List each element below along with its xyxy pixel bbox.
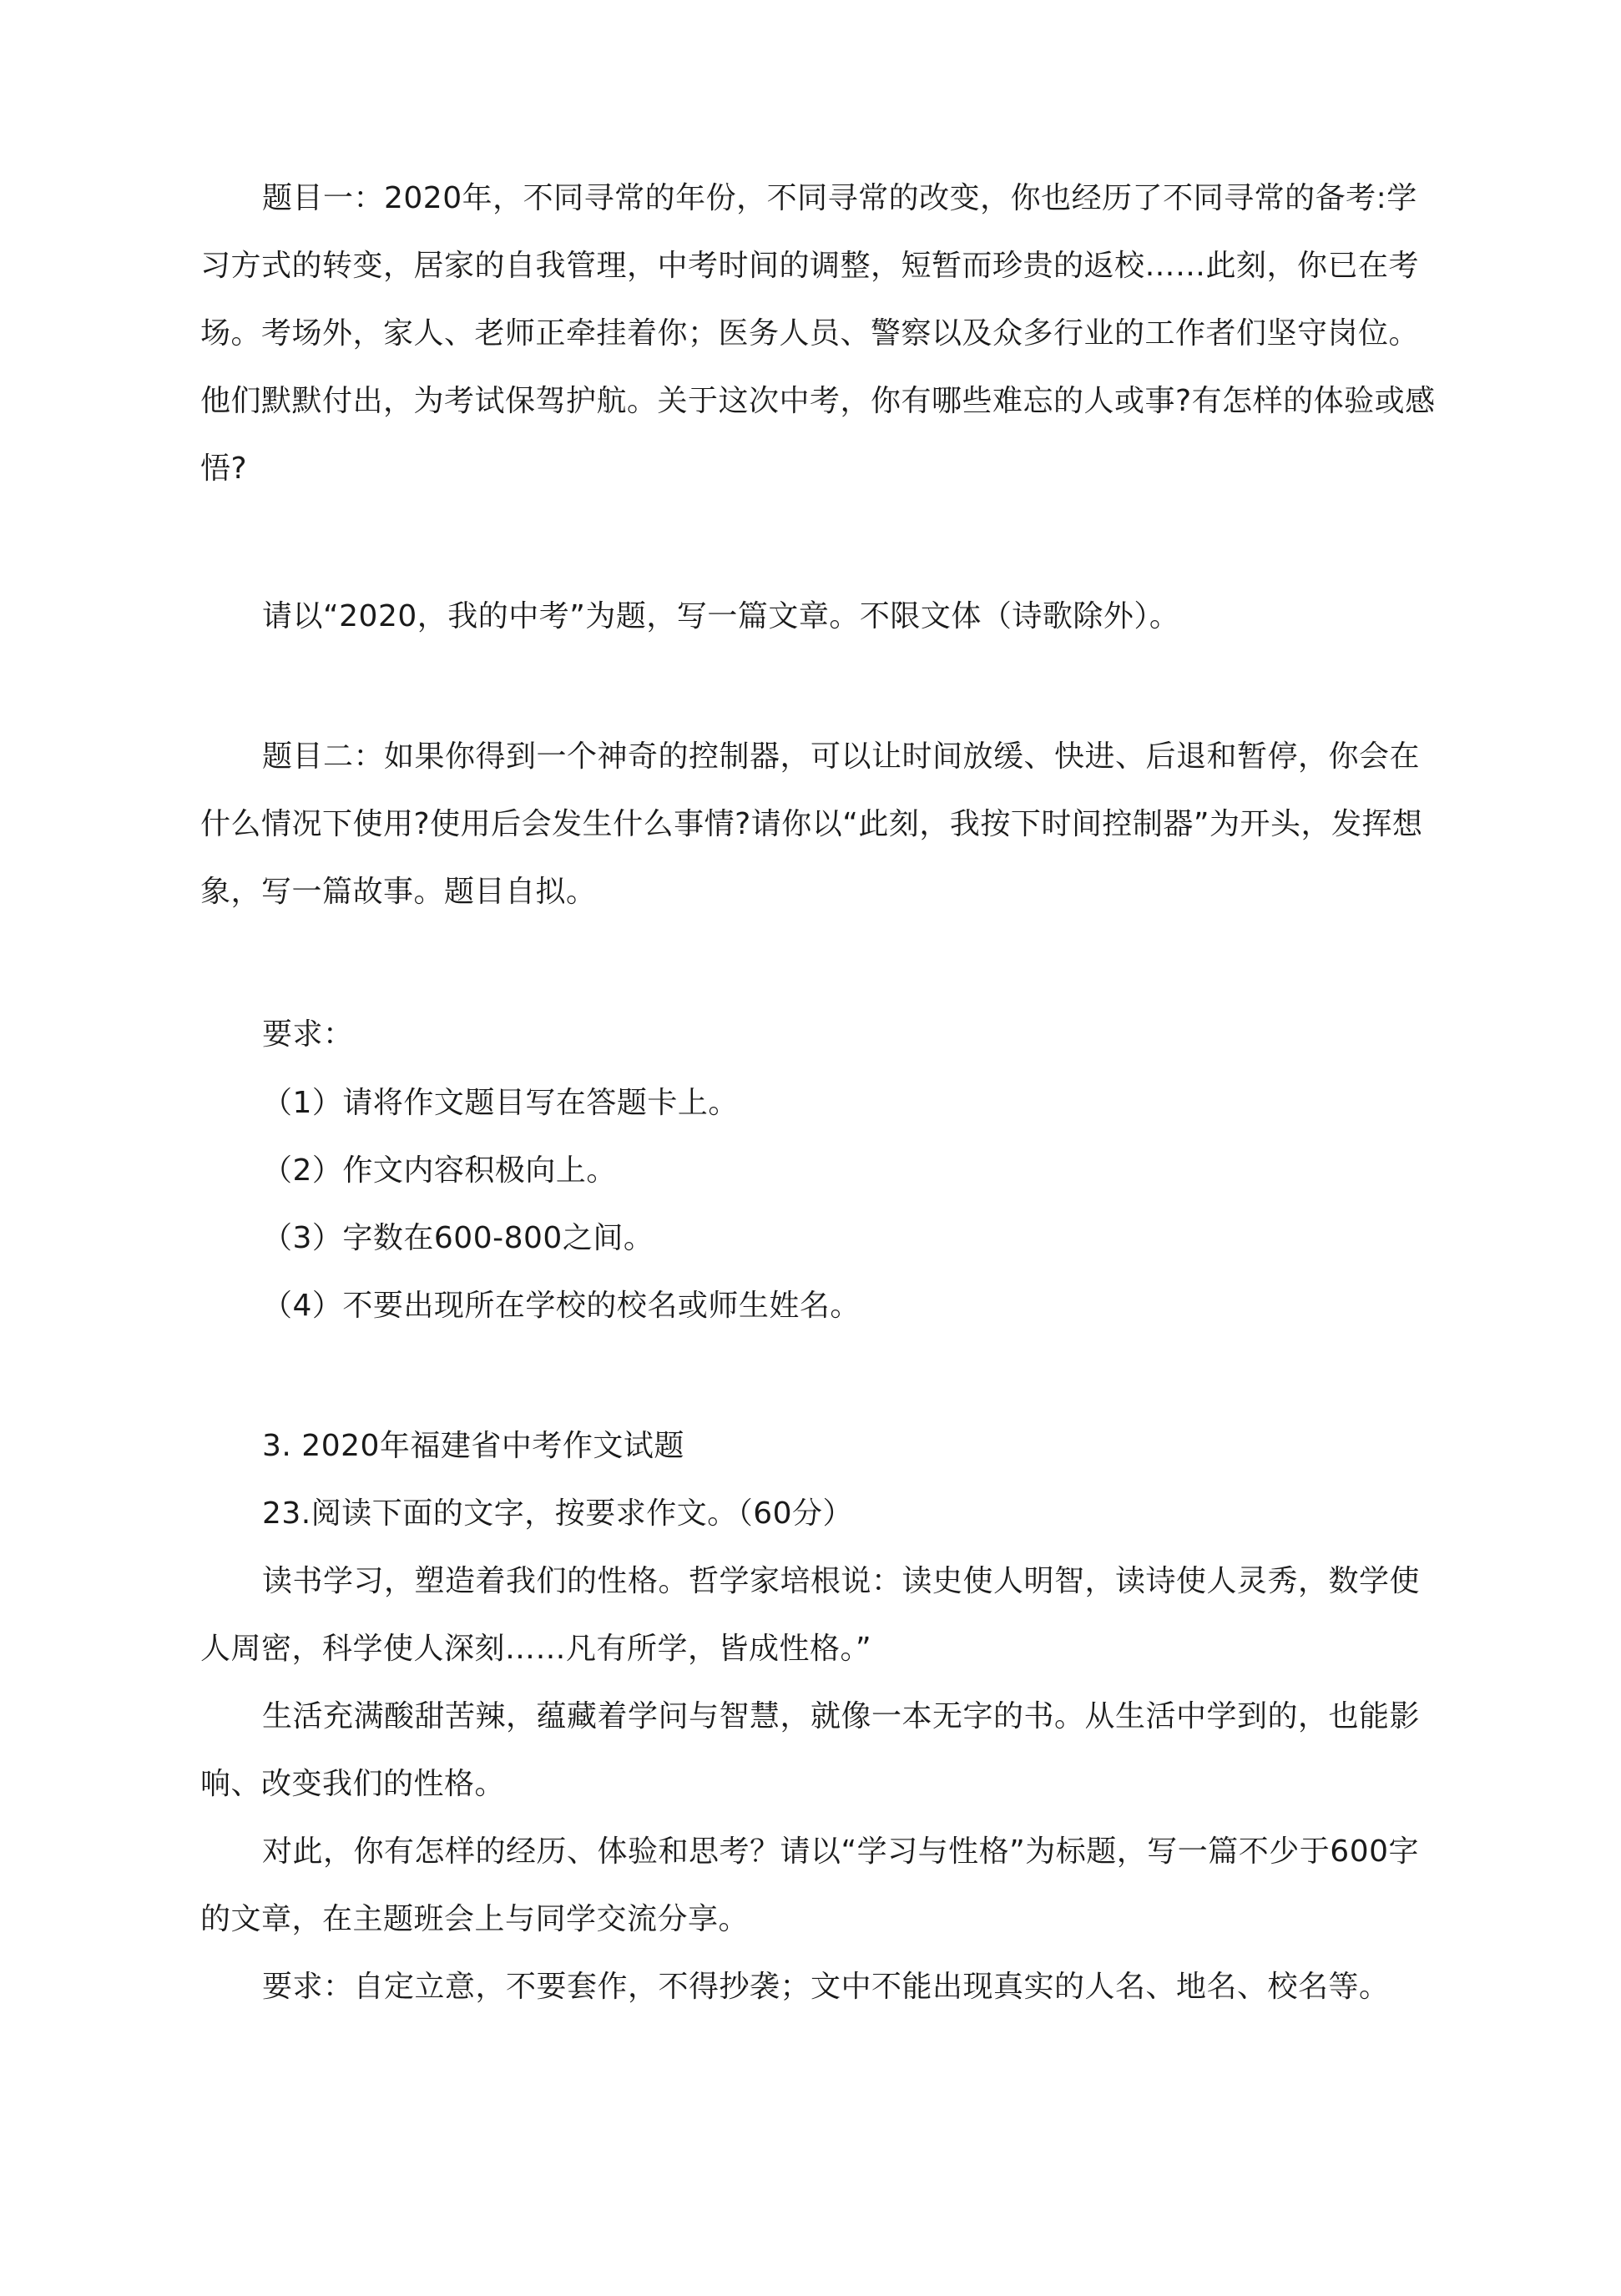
fujian-paragraph-2: 生活充满酸甜苦辣，蕴藏着学问与智慧，就像一本无字的书。从生活中学到的，也能影响、改变我们的性格。 <box>200 1699 1421 1801</box>
question-heading: 23.阅读下面的文字，按要求作文。（60分） <box>262 1496 854 1531</box>
fujian-paragraph-3: 对此，你有怎样的经历、体验和思考？请以“学习与性格”为标题，写一篇不少于600字的文章，在主题班会上与同学交流分享。 <box>200 1834 1420 1936</box>
fujian-paragraph-1: 读书学习，塑造着我们的性格。哲学家培根说：读史使人明智，读诗使人灵秀，数学使人周密，科学使人深刻……凡有所学，皆成性格。” <box>200 1564 1421 1666</box>
section-title: 3. 2020年福建省中考作文试题 <box>262 1429 684 1463</box>
topic2-prompt: 题目二：如果你得到一个神奇的控制器，可以让时间放缓、快进、后退和暂停，你会在什么情况下使用?使用后会发生什么事情?请你以“此刻，我按下时间控制器”为开头，发挥想象，写一篇故事。题目自拟。 <box>200 739 1423 909</box>
topic1-instruction: 请以“2020，我的中考”为题，写一篇文章。不限文体（诗歌除外）。 <box>262 599 1180 633</box>
fujian-paragraph-4: 要求：自定立意，不要套作，不得抄袭；文中不能出现真实的人名、地名、校名等。 <box>262 1970 1390 2004</box>
requirement-item-4: （4）不要出现所在学校的校名或师生姓名。 <box>262 1289 861 1323</box>
topic1-prompt: 题目一：2020年，不同寻常的年份，不同寻常的改变，你也经历了不同寻常的备考:学习方式的转变，居家的自我管理，中考时间的调整，短暂而珍贵的返校……此刻，你已在考场。考场外，家人、老师正牵挂着你；医务人员、警察以及众多行业的工作者们坚守岗位。他们默默付出，为考试保驾护航。关于这次中考，你有哪些难忘的人或事?有怎样的体验或感悟? <box>200 181 1436 486</box>
requirement-item-3: （3）字数在600-800之间。 <box>262 1221 654 1255</box>
requirement-item-1: （1）请将作文题目写在答题卡上。 <box>262 1086 739 1120</box>
requirement-item-2: （2）作文内容积极向上。 <box>262 1153 617 1188</box>
requirements-heading: 要求： <box>262 1017 354 1052</box>
